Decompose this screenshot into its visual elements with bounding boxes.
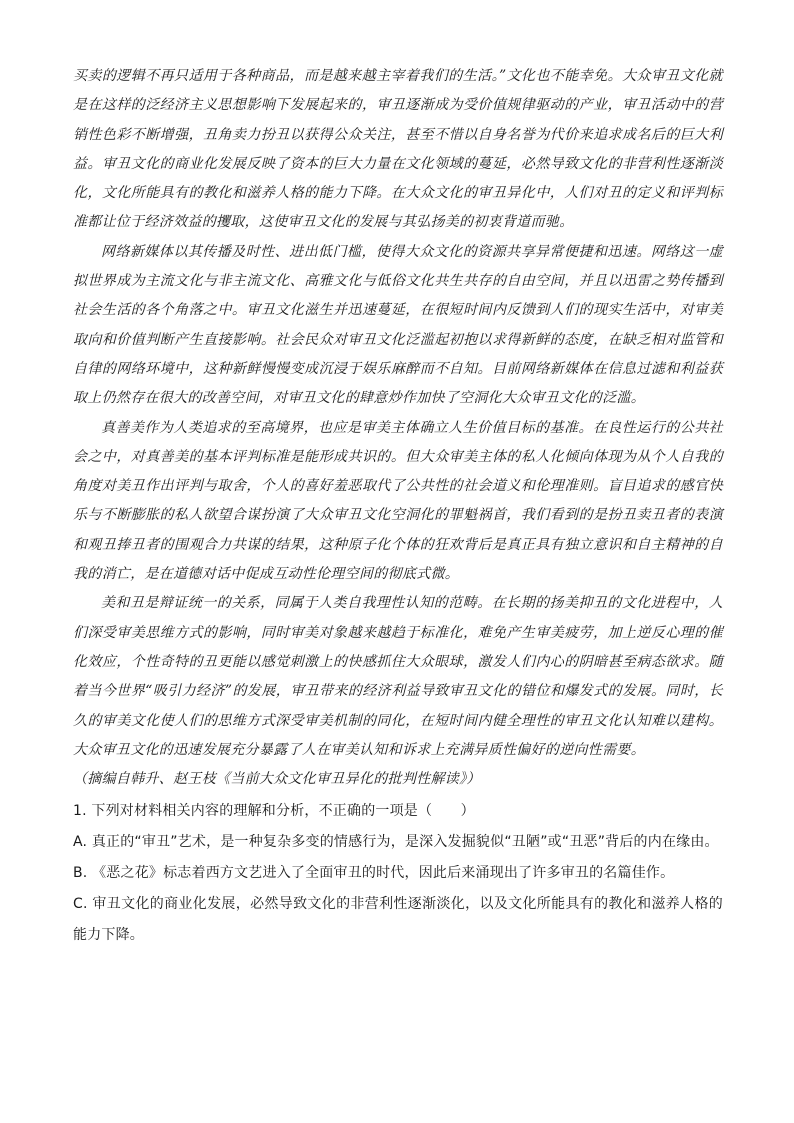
document-page <box>73 62 723 951</box>
option-a: A. 真正的“审丑”艺术，是一种复杂多变的情感行为，是深入发掘貌似“丑陋”或“丑恶”背后的内在缘由。 <box>73 834 719 851</box>
passage-paragraph-4: 美和丑是辩证统一的关系，同属于人类自我理性认知的范畴。在长期的扬美抑丑的文化进程中，人们深受审美思维方式的影响，同时审美对象越来越趋于标准化，难免产生审美疲劳，加上逆反心理的催化效应，个性奇特的丑更能以感觉刺激上的快感抓住大众眼球，激发人们内心的阴暗甚至病态欲求。随着当今世界“吸引力经济”的发展，审丑带来的经济利益导致审丑文化的错位和爆发式的发展。同时，长久的审美文化使人们的思维方式深受审美机制的同化，在短时间内健全理性的审丑文化认知难以建构。大众审丑文化的迅速发展充分暴露了人在审美认知和诉求上充满异质性偏好的逆向性需要。 <box>73 595 723 758</box>
passage-paragraph-3: 真善美作为人类追求的至高境界，也应是审美主体确立人生价值目标的基准。在良性运行的公共社会之中，对真善美的基本评判标准是能形成共识的。但大众审美主体的私人化倾向体现为从个人自我的角度对美丑作出评判与取舍，个人的喜好羞恶取代了公共性的社会道义和伦理准则。盲目追求的感官快乐与不断膨胀的私人欲望合谋扮演了大众审丑文化空洞化的罪魁祸首，我们看到的是扮丑卖丑者的表演和观丑捧丑者的围观合力共谋的结果，这种原子化个体的狂欢背后是真正具有独立意识和自主精神的自我的消亡，是在道德对话中促成互动性伦理空间的彻底式微。 <box>73 419 723 583</box>
question-1-stem: 1. 下列对材料相关内容的理解和分析，不正确的一项是（ ） <box>73 803 475 820</box>
question-section <box>73 796 723 951</box>
reading-passage <box>73 62 723 794</box>
passage-paragraph-1: 买卖的逻辑不再只适用于各种商品，而是越来越主宰着我们的生活。”文化也不能幸免。大众审丑文化就是在这样的泛经济主义思想影响下发展起来的，审丑逐渐成为受价值规律驱动的产业，审丑活动中的营销性色彩不断增强，丑角卖力扮丑以获得公众关注，甚至不惜以自身名誉为代价来追求成名后的巨大利益。审丑文化的商业化发展反映了资本的巨大力量在文化领域的蔓延，必然导致文化的非营利性逐渐淡化，文化所能具有的教化和滋养人格的能力下降。在大众文化的审丑异化中，人们对丑的定义和评判标准都让位于经济效益的攫取，这使审丑文化的发展与其弘扬美的初衷背道而驰。 <box>73 68 723 231</box>
passage-source: （摘编自韩升、赵王枝《当前大众文化审丑异化的批判性解读》） <box>73 771 481 788</box>
passage-paragraph-2: 网络新媒体以其传播及时性、进出低门槛，使得大众文化的资源共享异常便捷和迅速。网络这一虚拟世界成为主流文化与非主流文化、高雅文化与低俗文化共生共存的自由空间，并且以迅雷之势传播到社会生活的各个角落之中。审丑文化滋生并迅速蔓延，在很短时间内反馈到人们的现实生活中，对审美取向和价值判断产生直接影响。社会民众对审丑文化泛滥起初抱以求得新鲜的态度，在缺乏相对监管和自律的网络环境中，这种新鲜慢慢变成沉浸于娱乐麻醉而不自知。目前网络新媒体在信息过滤和利益获取上仍然存在很大的改善空间，对审丑文化的肆意炒作加快了空洞化大众审丑文化的泛滥。 <box>73 243 723 407</box>
option-c: C. 审丑文化的商业化发展，必然导致文化的非营利性逐渐淡化，以及文化所能具有的教化和滋养人格的能力下降。 <box>73 896 723 944</box>
option-b: B. 《恶之花》标志着西方文艺进入了全面审丑的时代，因此后来涌现出了许多审丑的名篇佳作。 <box>73 865 675 882</box>
